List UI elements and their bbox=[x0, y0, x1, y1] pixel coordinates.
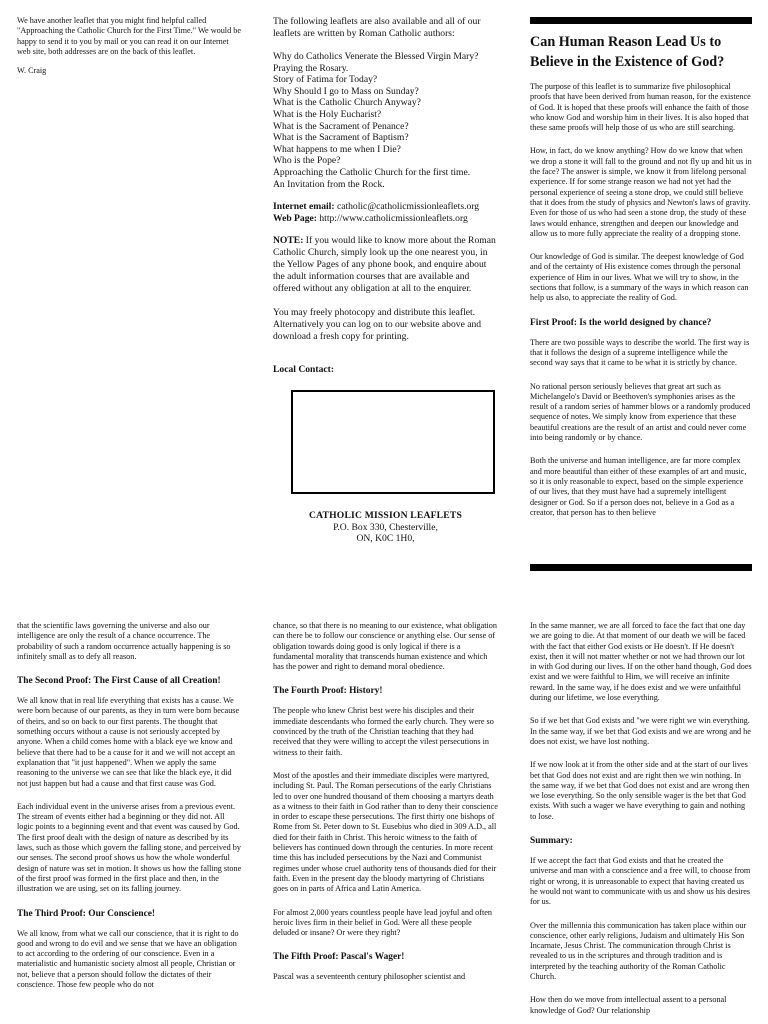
column-top-right bbox=[530, 26, 752, 554]
paragraph: The people who knew Christ best were his disciples and their immediate descendants who formed the early church. They were so convinced by the truth of the Christian teaching that they had received that they were willing to accept the vilest persecutions in witness to their faith. bbox=[273, 706, 494, 757]
note-text: If you would like to know more about the Roman Catholic Church, simply look up the one nearest you, in the Yellow Pages of any phone book, and enquire about the adult information courses that are available and offered without any obligation at all to the enquirer. bbox=[273, 235, 496, 295]
note-label: NOTE: bbox=[273, 235, 304, 247]
column-bottom-middle bbox=[273, 621, 498, 1024]
list-item: An Invitation from the Rock. bbox=[273, 178, 385, 190]
photocopy-paragraph: You may freely photocopy and distribute this leaflet. Alternatively you can log on to our website above and download a fresh copy for printing. bbox=[273, 307, 482, 343]
paragraph: Over the millennia this communication has taken place within our conscience, other early religions, Judaism and ultimately His Son Incarnate, Jesus Christ. The communication through Christ is revealed to us in the scriptures and through tradition and is interpreted by the teaching authority of the Roman Catholic Church. bbox=[530, 920, 747, 982]
list-item: What happens to me when I Die? bbox=[273, 143, 401, 155]
list-item: What is the Holy Eucharist? bbox=[273, 108, 382, 120]
paragraph: Both the universe and human intelligence, are far more complex and more beautiful than either of these examples of art and music, so it is only reasonable to expect, based on the simple experience of our lives, that they must have had a supremely intelligent designer or God. So if a person does not, believe in a God as a creator, that person has to then believe bbox=[530, 456, 747, 517]
web-link[interactable]: http://www.catholicmissionleaflets.org bbox=[319, 213, 468, 225]
list-item: Why do Catholics Venerate the Blessed Virgin Mary? bbox=[273, 51, 479, 62]
paragraph: Our knowledge of God is similar. The deepest knowledge of God and of the certainty of His existence comes through the personal experience of Him in our lives. What we will try to show, in the sections that follow, is a summary of the ways in which reason can help us also, to appreciate the reality of God. bbox=[530, 252, 749, 303]
web-label: Web Page: bbox=[273, 213, 317, 225]
paragraph: The purpose of this leaflet is to summarize five philosophical proofs that have been derived from human reason, for the existence of God. It is hoped that these proofs will enhance the faith of those who know God and worship him in their lives. It is also hoped that these same proofs will help those of us who are still searching. bbox=[530, 82, 751, 133]
list-item: What is the Sacrament of Baptism? bbox=[273, 132, 409, 144]
address-line: ON, K0C 1H0, bbox=[356, 533, 415, 545]
local-contact-box bbox=[291, 390, 495, 494]
paragraph: chance, so that there is no meaning to our existence, what obligation can there be to follow our conscience or anything else. Our sense of obligation towards doing good is only logical if there is a fundamental morality that transcends human existence and which has the power and right to demand moral obedience. bbox=[273, 621, 497, 672]
mailing-address bbox=[273, 510, 498, 545]
paragraph: Most of the apostles and their immediate disciples were martyred, including St. Paul. The Roman persecutions of the early Christians led to over one hundred thousand of them choosing a martyrs death as a witness to their faith in God rather than to deny their conscience in order to escape these persecutions. The first thirty one bishops of Rome from St. Peter down to St. Eusebius who died in 309 A.D., all died for their faith in Christ. This heroic witness to the faith of believers has continued down through the centuries. In more recent time this has included persecutions by the Nazi and Communist regimes under whose cruel authority tens of thousands died for their faith. Even in the present day the bloody martyring of Christians goes on in parts of Africa and Latin America. bbox=[273, 770, 498, 894]
section-heading: The Second Proof: The First Cause of all Creation! bbox=[17, 676, 221, 687]
paragraph: There are two possible ways to describe the world. The first way is that it follows the design of a supreme intelligence while the second way says that it came to be what it is strictly by chance. bbox=[530, 337, 750, 368]
list-item: Story of Fatima for Today? bbox=[273, 74, 378, 86]
list-item: Who is the Pope? bbox=[273, 155, 341, 167]
paragraph: Pascal was a seventeenth century philosopher scientist and bbox=[273, 972, 466, 982]
section-heading: The Third Proof: Our Conscience! bbox=[17, 908, 156, 919]
note-paragraph bbox=[273, 235, 498, 295]
list-item: What is the Catholic Church Anyway? bbox=[273, 97, 421, 109]
paragraph: For almost 2,000 years countless people have lead joyful and often heroic lives firm in their belief in God. Were all these people deluded or insane? Or were they right? bbox=[273, 907, 492, 938]
column-bottom-left bbox=[17, 621, 242, 1024]
list-item: Praying the Rosary. bbox=[273, 62, 349, 74]
leaflet-list bbox=[273, 51, 498, 190]
paragraph: So if we bet that God exists and "we were right we win everything. In the same way, if we bet that God exists and we are wrong and he does not exist, we have lost nothing. bbox=[530, 716, 751, 746]
paragraph: If we accept the fact that God exists and that he created the universe and man with a conscience and a free will, to choose from right or wrong, it is unreasonable to expect that having created us he would not want to communicate with us and show us his desires for us. bbox=[530, 856, 751, 907]
list-item: Approaching the Catholic Church for the first time. bbox=[273, 166, 471, 178]
page-title: Can Human Reason Lead Us to Believe in the Existence of God? bbox=[530, 34, 725, 70]
section-heading: The Fifth Proof: Pascal's Wager! bbox=[273, 952, 405, 963]
paragraph: Each individual event in the universe arises from a previous event. The stream of events either had a beginning or they did not. All logic points to a beginning event and that event was caused by God. The first proof dealt with the design of nature as described by its laws, such as those which govern the falling stone, and perceived by our senses. The second proof shows us how the whole wonderful design of nature was set in motion. It shows us how the falling stone of the first proof was formed in the first place and then, in the illustration we are using, set on its falling journey. bbox=[17, 801, 242, 894]
column-top-middle bbox=[273, 16, 498, 576]
leaflets-intro: The following leaflets are also available and all of our leaflets are written by Roman Catholic authors: bbox=[273, 16, 481, 39]
organization-name: CATHOLIC MISSION LEAFLETS bbox=[308, 510, 463, 522]
web-line bbox=[273, 213, 498, 225]
paragraph: that the scientific laws governing the universe and also our intelligence are only the result of a chance occurrence. The probability of such a random occurrence actually happening is so infinitely small as to defy all reason. bbox=[17, 621, 231, 661]
paragraph: In the same manner, we are all forced to face the fact that one day we are going to die. At that moment of our death we will be faced with the fact that either God exists or He doesn't. If He doesn't exist, then it will not matter whether or not we had thrown our lot in with God during our lives. If on the other hand though, God does exist and we were faithful to Him, we will receive an infinite reward. In the same way, if he does exist and we were unfaithful during our lifetime, we lose everything. bbox=[530, 621, 752, 703]
list-item: Why Should I go to Mass on Sunday? bbox=[273, 85, 419, 97]
paragraph: No rational person seriously believes that great art such as Michelangelo's David or Beethoven's symphonies arises as the result of a random series of hammer blows or a randomly produced sequence of notes. We simply know from experience that these beautiful creations are the result of an artist and could never come into being randomly or by chance. bbox=[530, 381, 751, 443]
top-rule bbox=[530, 17, 752, 24]
paragraph: If we now look at it from the other side and at the start of our lives bet that God does not exist and are right then we win nothing. In the same way, if we bet that God does not exist and are wrong then we lose everything. So the only sensible wager is the bet that God exists. With such a wager we have everything to gain and nothing to lose. bbox=[530, 760, 750, 821]
paragraph: How then do we move from intellectual assent to a personal knowledge of God? Our relationship bbox=[530, 995, 727, 1015]
email-label: Internet email: bbox=[273, 201, 335, 213]
local-contact-label: Local Contact: bbox=[273, 364, 335, 376]
address-line: P.O. Box 330, Chesterville, bbox=[333, 521, 438, 533]
email-link[interactable]: catholic@catholicmissionleaflets.org bbox=[336, 201, 480, 213]
column-top-left bbox=[17, 16, 242, 106]
paragraph: How, in fact, do we know anything? How do we know that when we drop a stone it will fall to the ground and not fly up and hit us in the face? The answer is simple, we know it from lifelong personal experience. If for some strange reason we had not yet had the personal experience of seeing a stone drop, we could still believe that it does from the study of physics and Newton's laws of gravity. Even for those of us who had seen a stone drop, the study of these laws would enhance, strengthen and deepen our knowledge and allow us to more fully appreciate the reality of a dropping stone. bbox=[530, 146, 752, 238]
column-bottom-right bbox=[530, 621, 752, 1024]
section-heading: First Proof: Is the world designed by chance? bbox=[530, 317, 712, 328]
section-heading: Summary: bbox=[530, 836, 573, 847]
paragraph: We all know that in real life everything that exists has a cause. We were born because of our parents, as they in turn were born because of theirs, and so on back to our first parents. The thought that something occurs without a cause is not seriously accepted by anyone. When a child comes home with a black eye we know and believe that there had to be a cause for it and we will not accept an explanation that "it just happened". When we apply the same reasoning to the universe we can see that like the black eye, it did not just happen but had a cause and that first cause was God. bbox=[17, 696, 240, 788]
list-item: What is the Sacrament of Penance? bbox=[273, 120, 409, 132]
section-heading: The Fourth Proof: History! bbox=[273, 686, 383, 697]
intro-paragraph: We have another leaflet that you might find helpful called "Approaching the Catholic Church for the First Time." We would be happy to send it to you by mail or you can read it on our Internet web site, both addresses are on the back of this leaflet. bbox=[17, 16, 241, 56]
email-line bbox=[273, 201, 498, 213]
signature: W. Craig bbox=[17, 66, 47, 76]
paragraph: We all know, from what we call our conscience, that it is right to do good and wrong to do evil and we sense that we have an obligation to act according to the ordering of our conscience. Even in a materialistic and humanistic society almost all people, Christian or not, believe that a person should follow the dictates of their conscience. Those few people who do not bbox=[17, 928, 239, 990]
bottom-rule bbox=[530, 564, 752, 571]
